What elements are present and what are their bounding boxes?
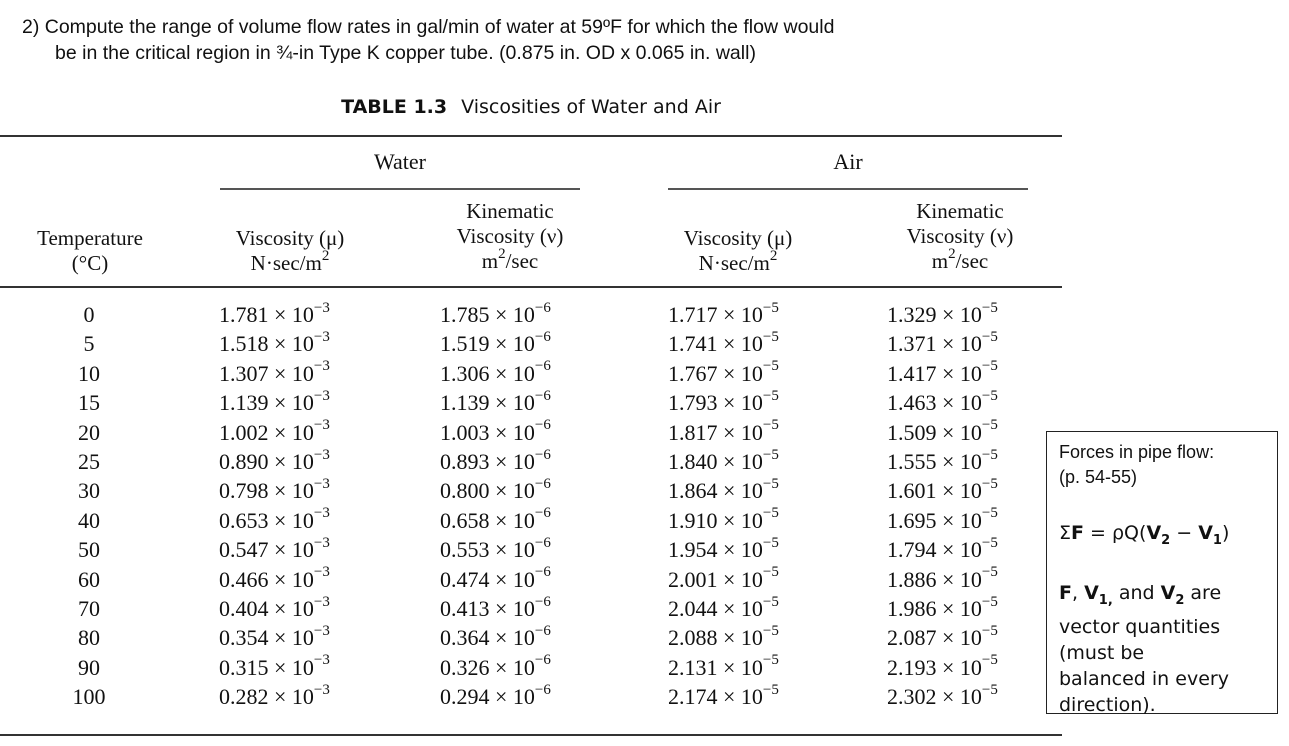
- air-viscosity-cell: $1.793 \times 10^{-5}$: [668, 387, 779, 416]
- water-kinematic-cell: $0.474 \times 10^{-6}$: [440, 564, 551, 592]
- air-kinematic-cell: $1.329 \times 10^{-5}$: [887, 299, 998, 327]
- air-kinematic-cell: $1.371 \times 10^{-5}$: [887, 329, 998, 357]
- air-viscosity-cell: $1.910 \times 10^{-5}$: [668, 505, 779, 533]
- water-kinematic-cell: $0.364 \times 10^{-6}$: [440, 622, 551, 651]
- water-viscosity-cell: $1.139 \times 10^{-3}$: [219, 387, 330, 416]
- temperature-cell: 25: [78, 448, 100, 474]
- air-kinematic-cell: $1.695 \times 10^{-5}$: [887, 505, 998, 533]
- water-kinematic-cell: $1.003 \times 10^{-6}$: [440, 417, 551, 445]
- water-viscosity-cell: $1.518 \times 10^{-3}$: [219, 329, 330, 357]
- air-kinematic-cell: $1.463 \times 10^{-5}$: [887, 387, 998, 416]
- table-title: Viscosities of Water and Air: [461, 96, 721, 118]
- problem-line-1: 2) Compute the range of volume flow rates in gal/min of water at 59ºF for which the flow would: [22, 16, 835, 38]
- momentum-equation: $\Sigma F = \rho Q(V_2 - V_1)$: [1059, 522, 1230, 548]
- temperature-cell: 30: [78, 478, 100, 504]
- water-kinematic-cell: $0.326 \times 10^{-6}$: [440, 652, 551, 680]
- air-kinematic-cell: $1.601 \times 10^{-5}$: [887, 476, 998, 504]
- water-kinematic-cell: $0.294 \times 10^{-6}$: [440, 681, 551, 710]
- pipe-flow-note: [1046, 431, 1278, 714]
- water-kinematic-cell: $1.785 \times 10^{-6}$: [440, 299, 551, 327]
- water-viscosity-cell: $1.781 \times 10^{-3}$: [219, 299, 330, 327]
- water-viscosity-cell: $0.404 \times 10^{-3}$: [219, 593, 330, 621]
- air-viscosity-cell: $2.174 \times 10^{-5}$: [668, 681, 779, 710]
- air-group-header: Air: [833, 149, 863, 174]
- air-kinematic-cell: $2.193 \times 10^{-5}$: [887, 652, 998, 680]
- air-viscosity-cell: $1.717 \times 10^{-5}$: [668, 299, 779, 327]
- air-viscosity-cell: $1.741 \times 10^{-5}$: [668, 329, 779, 357]
- air-kinematic-cell: $1.555 \times 10^{-5}$: [887, 446, 998, 474]
- temperature-cell: 10: [78, 360, 100, 386]
- air-kinematic-cell: $2.302 \times 10^{-5}$: [887, 681, 998, 710]
- air-viscosity-cell: $2.088 \times 10^{-5}$: [668, 622, 779, 651]
- temperature-cell: 70: [78, 595, 100, 621]
- temperature-cell: 5: [83, 331, 95, 357]
- water-kinematic-cell: $0.658 \times 10^{-6}$: [440, 505, 551, 533]
- water-kinematic-header: Kinematic Viscosity (ν) $m^2/\sec$: [456, 199, 564, 273]
- water-viscosity-header: Viscosity (μ) $N\cdot\sec/m^2$: [235, 226, 345, 275]
- water-kinematic-cell: $1.306 \times 10^{-6}$: [440, 358, 551, 386]
- air-kinematic-cell: $1.986 \times 10^{-5}$: [887, 593, 998, 621]
- air-viscosity-header: Viscosity (μ) $N\cdot\sec/m^2$: [683, 226, 793, 275]
- air-viscosity-cell: $2.131 \times 10^{-5}$: [668, 652, 779, 680]
- air-group-rule: [668, 188, 1028, 190]
- temperature-header: Temperature (°C): [37, 226, 143, 275]
- note-description: F, $V_{1,}$ and $V_2$ are vector quantities (must be balanced in every direction).: [1059, 581, 1229, 716]
- water-viscosity-cell: $0.354 \times 10^{-3}$: [219, 622, 330, 651]
- table-label: TABLE 1.3: [341, 96, 448, 118]
- problem-line-2: be in the critical region in ¾-in Type K copper tube. (0.875 in. OD x 0.065 in. wall): [55, 42, 756, 64]
- water-viscosity-cell: $0.282 \times 10^{-3}$: [219, 681, 330, 710]
- temperature-cell: 20: [78, 419, 100, 445]
- temperature-cell: 40: [78, 507, 100, 533]
- air-kinematic-cell: $1.417 \times 10^{-5}$: [887, 358, 998, 386]
- temperature-cell: 60: [78, 566, 100, 592]
- air-kinematic-cell: $2.087 \times 10^{-5}$: [887, 622, 998, 651]
- table-top-rule: [0, 135, 1062, 137]
- water-viscosity-cell: $0.466 \times 10^{-3}$: [219, 564, 330, 592]
- water-kinematic-cell: $0.800 \times 10^{-6}$: [440, 476, 551, 504]
- water-kinematic-column: [440, 300, 551, 711]
- air-viscosity-cell: $1.817 \times 10^{-5}$: [668, 417, 779, 445]
- air-kinematic-cell: $1.509 \times 10^{-5}$: [887, 417, 998, 445]
- temperature-cell: 15: [78, 390, 100, 416]
- water-kinematic-cell: $1.139 \times 10^{-6}$: [440, 387, 551, 416]
- air-viscosity-cell: $1.864 \times 10^{-5}$: [668, 476, 779, 504]
- water-viscosity-cell: $0.547 \times 10^{-3}$: [219, 534, 330, 563]
- air-viscosity-cell: $2.001 \times 10^{-5}$: [668, 564, 779, 592]
- temperature-column: [48, 300, 128, 711]
- temperature-cell: 90: [78, 654, 100, 680]
- water-viscosity-cell: $0.315 \times 10^{-3}$: [219, 652, 330, 680]
- water-viscosity-cell: $0.890 \times 10^{-3}$: [219, 446, 330, 474]
- water-viscosity-cell: $0.798 \times 10^{-3}$: [219, 476, 330, 504]
- water-group-header: Water: [374, 149, 426, 174]
- water-viscosity-column: [219, 300, 330, 711]
- water-group-rule: [220, 188, 580, 190]
- air-viscosity-cell: $1.954 \times 10^{-5}$: [668, 534, 779, 563]
- air-viscosity-cell: $1.767 \times 10^{-5}$: [668, 358, 779, 386]
- water-kinematic-cell: $0.553 \times 10^{-6}$: [440, 534, 551, 563]
- water-kinematic-cell: $0.413 \times 10^{-6}$: [440, 593, 551, 621]
- note-title: Forces in pipe flow:: [1059, 442, 1215, 462]
- water-viscosity-cell: $1.002 \times 10^{-3}$: [219, 417, 330, 445]
- temperature-cell: 100: [72, 684, 106, 710]
- air-kinematic-cell: $1.886 \times 10^{-5}$: [887, 564, 998, 592]
- temperature-cell: 0: [83, 302, 95, 327]
- water-viscosity-cell: $0.653 \times 10^{-3}$: [219, 505, 330, 533]
- water-viscosity-cell: $1.307 \times 10^{-3}$: [219, 358, 330, 386]
- temperature-cell: 50: [78, 537, 100, 563]
- problem-statement: [22, 14, 1022, 66]
- air-kinematic-header: Kinematic Viscosity (ν) $m^2/\sec$: [906, 199, 1014, 273]
- table-caption: [0, 96, 1062, 118]
- temperature-cell: 80: [78, 625, 100, 651]
- air-viscosity-cell: $2.044 \times 10^{-5}$: [668, 593, 779, 621]
- water-kinematic-cell: $1.519 \times 10^{-6}$: [440, 329, 551, 357]
- air-viscosity-cell: $1.840 \times 10^{-5}$: [668, 446, 779, 474]
- air-viscosity-column: [668, 300, 779, 711]
- air-kinematic-cell: $1.794 \times 10^{-5}$: [887, 534, 998, 563]
- header-bottom-rule: [0, 286, 1062, 288]
- water-kinematic-cell: $0.893 \times 10^{-6}$: [440, 446, 551, 474]
- table-bottom-rule: [0, 734, 1062, 736]
- note-page-ref: (p. 54-55): [1059, 467, 1138, 487]
- air-kinematic-column: [887, 300, 998, 711]
